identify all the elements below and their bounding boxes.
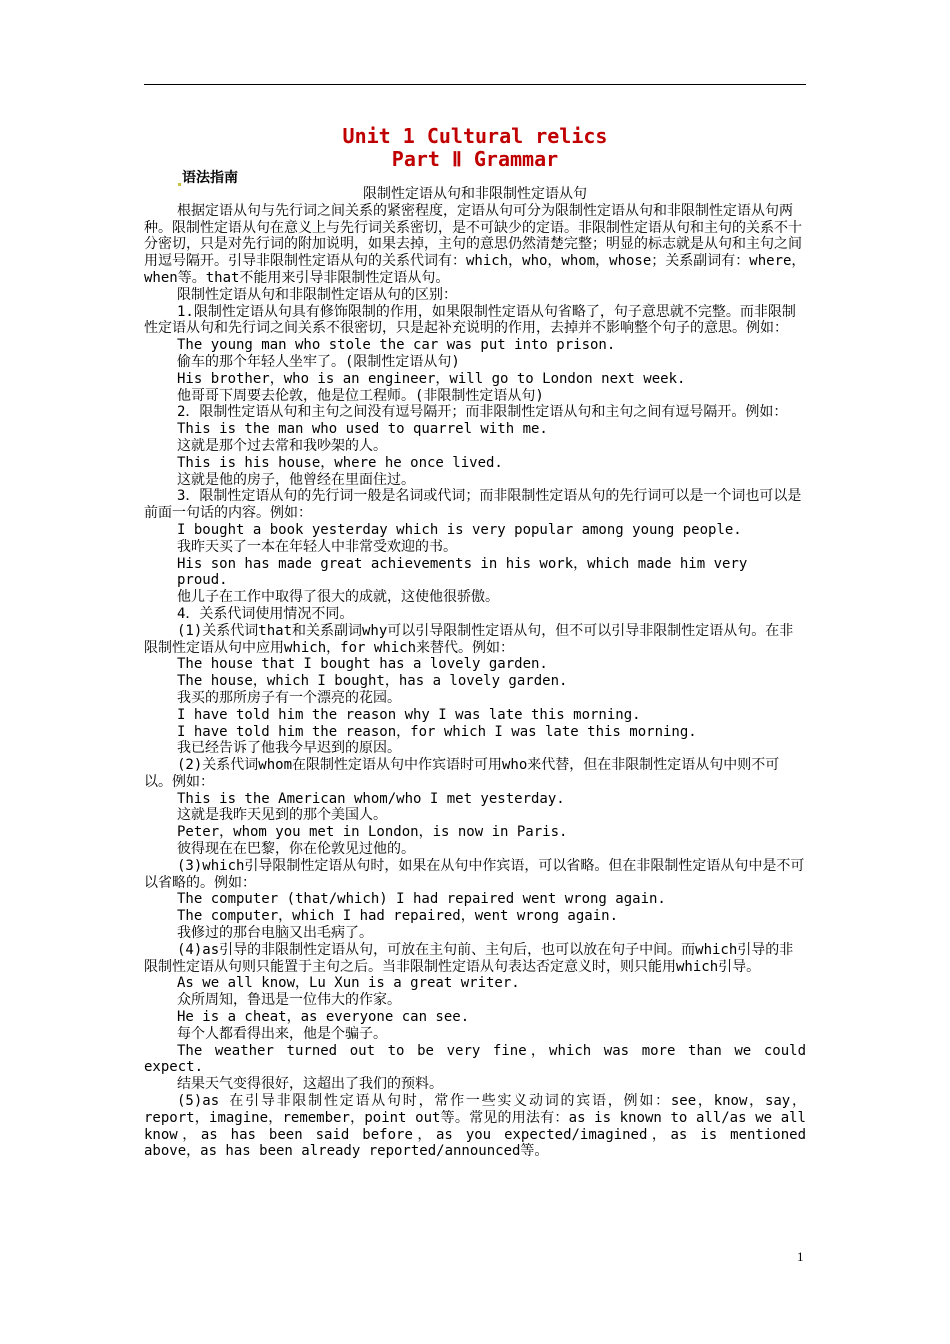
paragraph: 彼得现在在巴黎，你在伦敦见过他的。 xyxy=(177,841,415,858)
paragraph: 我昨天买了一本在年轻人中非常受欢迎的书。 xyxy=(177,538,457,555)
paragraph: 这就是他的房子，他曾经在里面住过。 xyxy=(177,471,415,488)
paragraph: The computer (that/which) I had repaired went wrong again. xyxy=(177,891,666,908)
paragraph: 这就是那个过去常和我吵架的人。 xyxy=(177,437,387,454)
document-body xyxy=(144,186,806,1160)
paragraph: I have told him the reason why I was late this morning. xyxy=(177,706,641,723)
paragraph: This is the American whom/who I met yesterday. xyxy=(177,790,565,807)
paragraph: 我买的那所房子有一个漂亮的花园。 xyxy=(177,689,401,706)
paragraph-list xyxy=(144,203,806,1160)
paragraph: This is his house，where he once lived. xyxy=(177,454,503,471)
paragraph: His brother，who is an engineer，will go to London next week. xyxy=(177,370,686,387)
unit-title: Unit 1 Cultural relics xyxy=(342,124,608,148)
paragraph: This is the man who used to quarrel with me. xyxy=(177,421,548,438)
paragraph: 结果天气变得很好，这超出了我们的预料。 xyxy=(177,1076,443,1093)
paragraph: 限制性定语从句和非限制性定语从句的区别： xyxy=(177,286,457,303)
paragraph: 根据定语从句与先行词之间关系的紧密程度，定语从句可分为限制性定语从句和非限制性定语从句两种。限制性定语从句在意义上与先行词关系密切，是不可缺少的定语。非限制性定语从句和主句的关系不十分密切，只是对先行词的附加说明，如果去掉，主句的意思仍然清楚完整；明显的标志就是从句和主句之间用逗号隔开。引导非限制性定语从句的关系代词有：which，who，whom，whose；关系副词有：where，when等。that不能用来引导非限制性定语从句。 xyxy=(144,202,806,286)
paragraph: (4)as引导的非限制性定语从句，可放在主句前、主句后，也可以放在句子中间。而which引导的非限制性定语从句则只能置于主句之后。当非限制性定语从句表达否定意义时，则只能用which引导。 xyxy=(144,941,794,975)
section-label-text: 语法指南 xyxy=(182,170,238,186)
paragraph: 我已经告诉了他我今早迟到的原因。 xyxy=(177,740,401,757)
paragraph: 每个人都看得出来，他是个骗子。 xyxy=(177,1025,387,1042)
part-title: Part Ⅱ Grammar xyxy=(391,147,559,171)
paragraph: The weather turned out to be very fine，which was more than we could expect. xyxy=(144,1042,806,1076)
paragraph: 1.限制性定语从句具有修饰限制的作用，如果限制性定语从句省略了，句子意思就不完整。而非限制性定语从句和先行词之间关系不很密切，只是起补充说明的作用，去掉并不影响整个句子的意思。例如： xyxy=(144,303,796,337)
paragraph: The computer，which I had repaired，went wrong again. xyxy=(177,908,619,925)
paragraph: The house that I bought has a lovely garden. xyxy=(177,656,548,673)
paragraph: The young man who stole the car was put into prison. xyxy=(177,337,616,354)
paragraph: As we all know，Lu Xun is a great writer. xyxy=(177,975,520,992)
paragraph: He is a cheat，as everyone can see. xyxy=(177,1009,470,1026)
paragraph: 2．限制性定语从句和主句之间没有逗号隔开；而非限制性定语从句和主句之间有逗号隔开。例如： xyxy=(177,404,788,421)
paragraph: The house，which I bought，has a lovely garden. xyxy=(177,673,568,690)
paragraph: 众所周知，鲁迅是一位伟大的作家。 xyxy=(177,992,401,1009)
header-rule xyxy=(144,84,806,85)
paragraph: 他哥哥下周要去伦敦，他是位工程师。(非限制性定语从句) xyxy=(177,387,544,404)
paragraph: 4．关系代词使用情况不同。 xyxy=(177,605,354,622)
paragraph: (1)关系代词that和关系副词why可以引导限制性定语从句，但不可以引导非限制性定语从句。在非限制性定语从句中应用which，for which来替代。例如： xyxy=(144,622,794,656)
paragraph: His son has made great achievements in his work，which made him very proud. xyxy=(177,555,748,589)
paragraph: 他儿子在工作中取得了很大的成就，这使他很骄傲。 xyxy=(177,589,499,606)
paragraph: I bought a book yesterday which is very popular among young people. xyxy=(177,521,742,538)
paragraph: (3)which引导限制性定语从句时，如果在从句中作宾语，可以省略。但在非限制性定语从句中是不可以省略的。例如： xyxy=(144,857,805,891)
page-number: 1 xyxy=(797,1249,804,1264)
section-subtitle: 限制性定语从句和非限制性定语从句 xyxy=(363,186,587,202)
paragraph: 3．限制性定语从句的先行词一般是名词或代词；而非限制性定语从句的先行词可以是一个词也可以是前面一句话的内容。例如： xyxy=(144,488,802,522)
paragraph: (2)关系代词whom在限制性定语从句中作宾语时可用who来代替，但在非限制性定语从句中则不可以。例如： xyxy=(144,757,780,790)
paragraph: 我修过的那台电脑又出毛病了。 xyxy=(177,925,373,942)
section-label xyxy=(178,170,238,186)
paragraph: 偷车的那个年轻人坐牢了。(限制性定语从句) xyxy=(177,353,460,370)
paragraph: I have told him the reason，for which I was late this morning. xyxy=(177,723,697,740)
paragraph: Peter，whom you met in London，is now in Paris. xyxy=(177,824,568,841)
paragraph: (5)as 在引导非限制性定语从句时，常作一些实义动词的宾语，例如：see，know，say，report，imagine，remember，point out等。常见的用法有：as is known to all/as we all know，as has been said before，as you expected/imagined，as is mentioned above，as has been already reported/announced等。 xyxy=(144,1093,806,1160)
paragraph: 这就是我昨天见到的那个美国人。 xyxy=(177,807,387,824)
